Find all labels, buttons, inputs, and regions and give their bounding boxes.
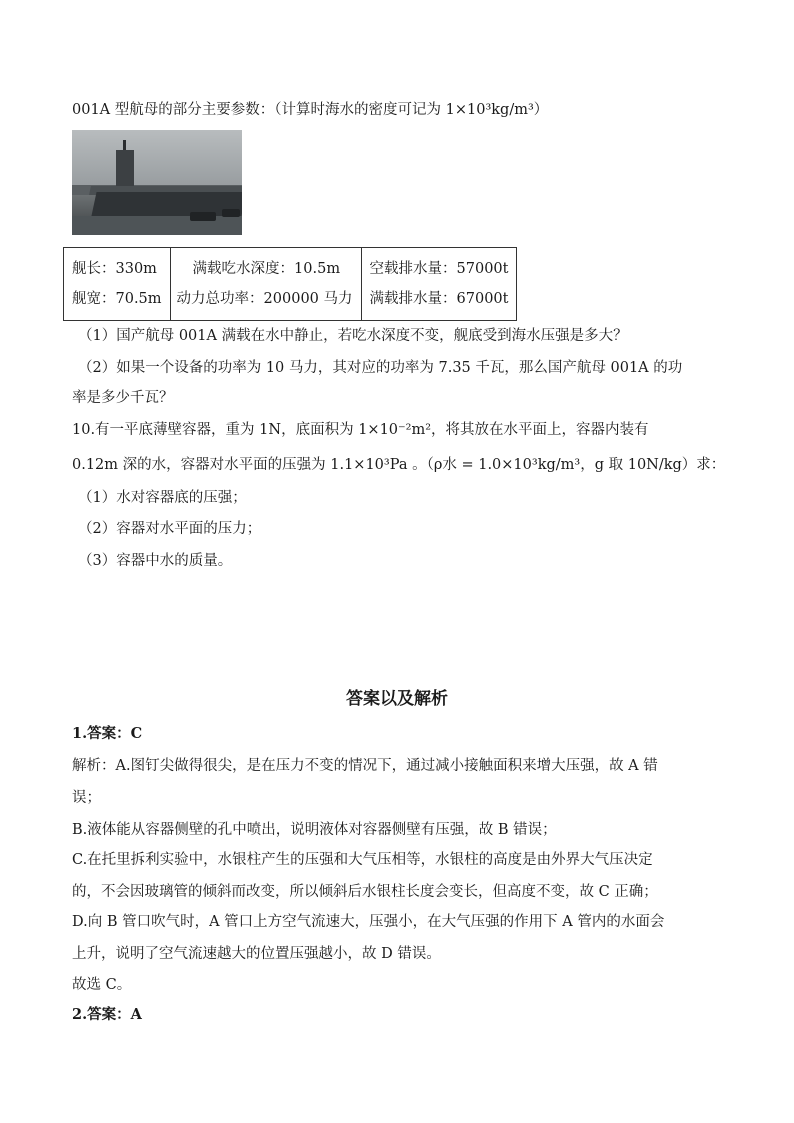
q10-line1: 10.有一平底薄壁容器，重为 1N，底面积为 1×10⁻²m²，将其放在水平面上，容器内装有 — [72, 422, 649, 438]
q10-line2: 0.12m 深的水，容器对水平面的压强为 1.1×10³Pa 。（ρ水 = 1.0×10³kg/m³，g 取 10N/kg）求： — [72, 457, 726, 473]
aircraft-params-table — [63, 247, 517, 321]
q10-sub2: （2）容器对水平面的压力； — [78, 521, 262, 537]
answer1-line3: B.液体能从容器侧壁的孔中喷出，说明液体对容器侧壁有压强，故 B 错误； — [72, 822, 557, 838]
answers-title: 答案以及解析 — [346, 689, 448, 709]
aircraft-params-intro: 001A 型航母的部分主要参数：（计算时海水的密度可记为 1×10³kg/m³） — [72, 102, 549, 118]
q9-part1: （1）国产航母 001A 满载在水中静止，若吃水深度不变，舰底受到海水压强是多大？ — [78, 328, 628, 344]
params-col-length — [64, 248, 171, 321]
params-col-displacement — [361, 248, 517, 321]
q9-part2-line1: （2）如果一个设备的功率为 10 马力，其对应的功率为 7.35 千瓦，那么国产航母 001A 的功 — [78, 360, 683, 376]
answer1-label: 1.答案：C — [72, 725, 143, 742]
answer1-line2: 误； — [72, 790, 101, 806]
answer1-line8: 故选 C。 — [72, 977, 132, 993]
answer1-line7: 上升，说明了空气流速越大的位置压强越小，故 D 错误。 — [72, 946, 441, 962]
full-load-draft: 满载吃水深度：10.5m — [192, 261, 341, 277]
total-power: 动力总功率：200000 马力 — [176, 291, 353, 307]
answer1-line5: 的，不会因玻璃管的倾斜而改变，所以倾斜后水银柱长度会变长，但高度不变，故 C 正确； — [72, 884, 658, 900]
ship-length: 舰长：330m — [72, 261, 157, 277]
answer1-line4: C.在托里拆利实验中，水银柱产生的压强和大气压相等，水银柱的高度是由外界大气压决定 — [72, 852, 653, 868]
aircraft-carrier-photo — [72, 130, 242, 235]
q9-part2-line2: 率是多少千瓦？ — [72, 390, 174, 406]
ship-width: 舰宽：70.5m — [72, 291, 162, 307]
q10-sub3: （3）容器中水的质量。 — [78, 553, 233, 569]
full-displacement: 满载排水量：67000t — [369, 291, 509, 307]
q10-sub1: （1）水对容器底的压强； — [78, 490, 247, 506]
params-col-draft — [170, 248, 361, 321]
answer1-line1: 解析：A.图钉尖做得很尖，是在压力不变的情况下，通过减小接触面积来增大压强，故 A 错 — [72, 758, 658, 774]
empty-displacement: 空载排水量：57000t — [369, 261, 509, 277]
answer2-label: 2.答案：A — [72, 1006, 142, 1023]
answer1-line6: D.向 B 管口吹气时，A 管口上方空气流速大，压强小，在大气压强的作用下 A 管内的水面会 — [72, 914, 665, 930]
